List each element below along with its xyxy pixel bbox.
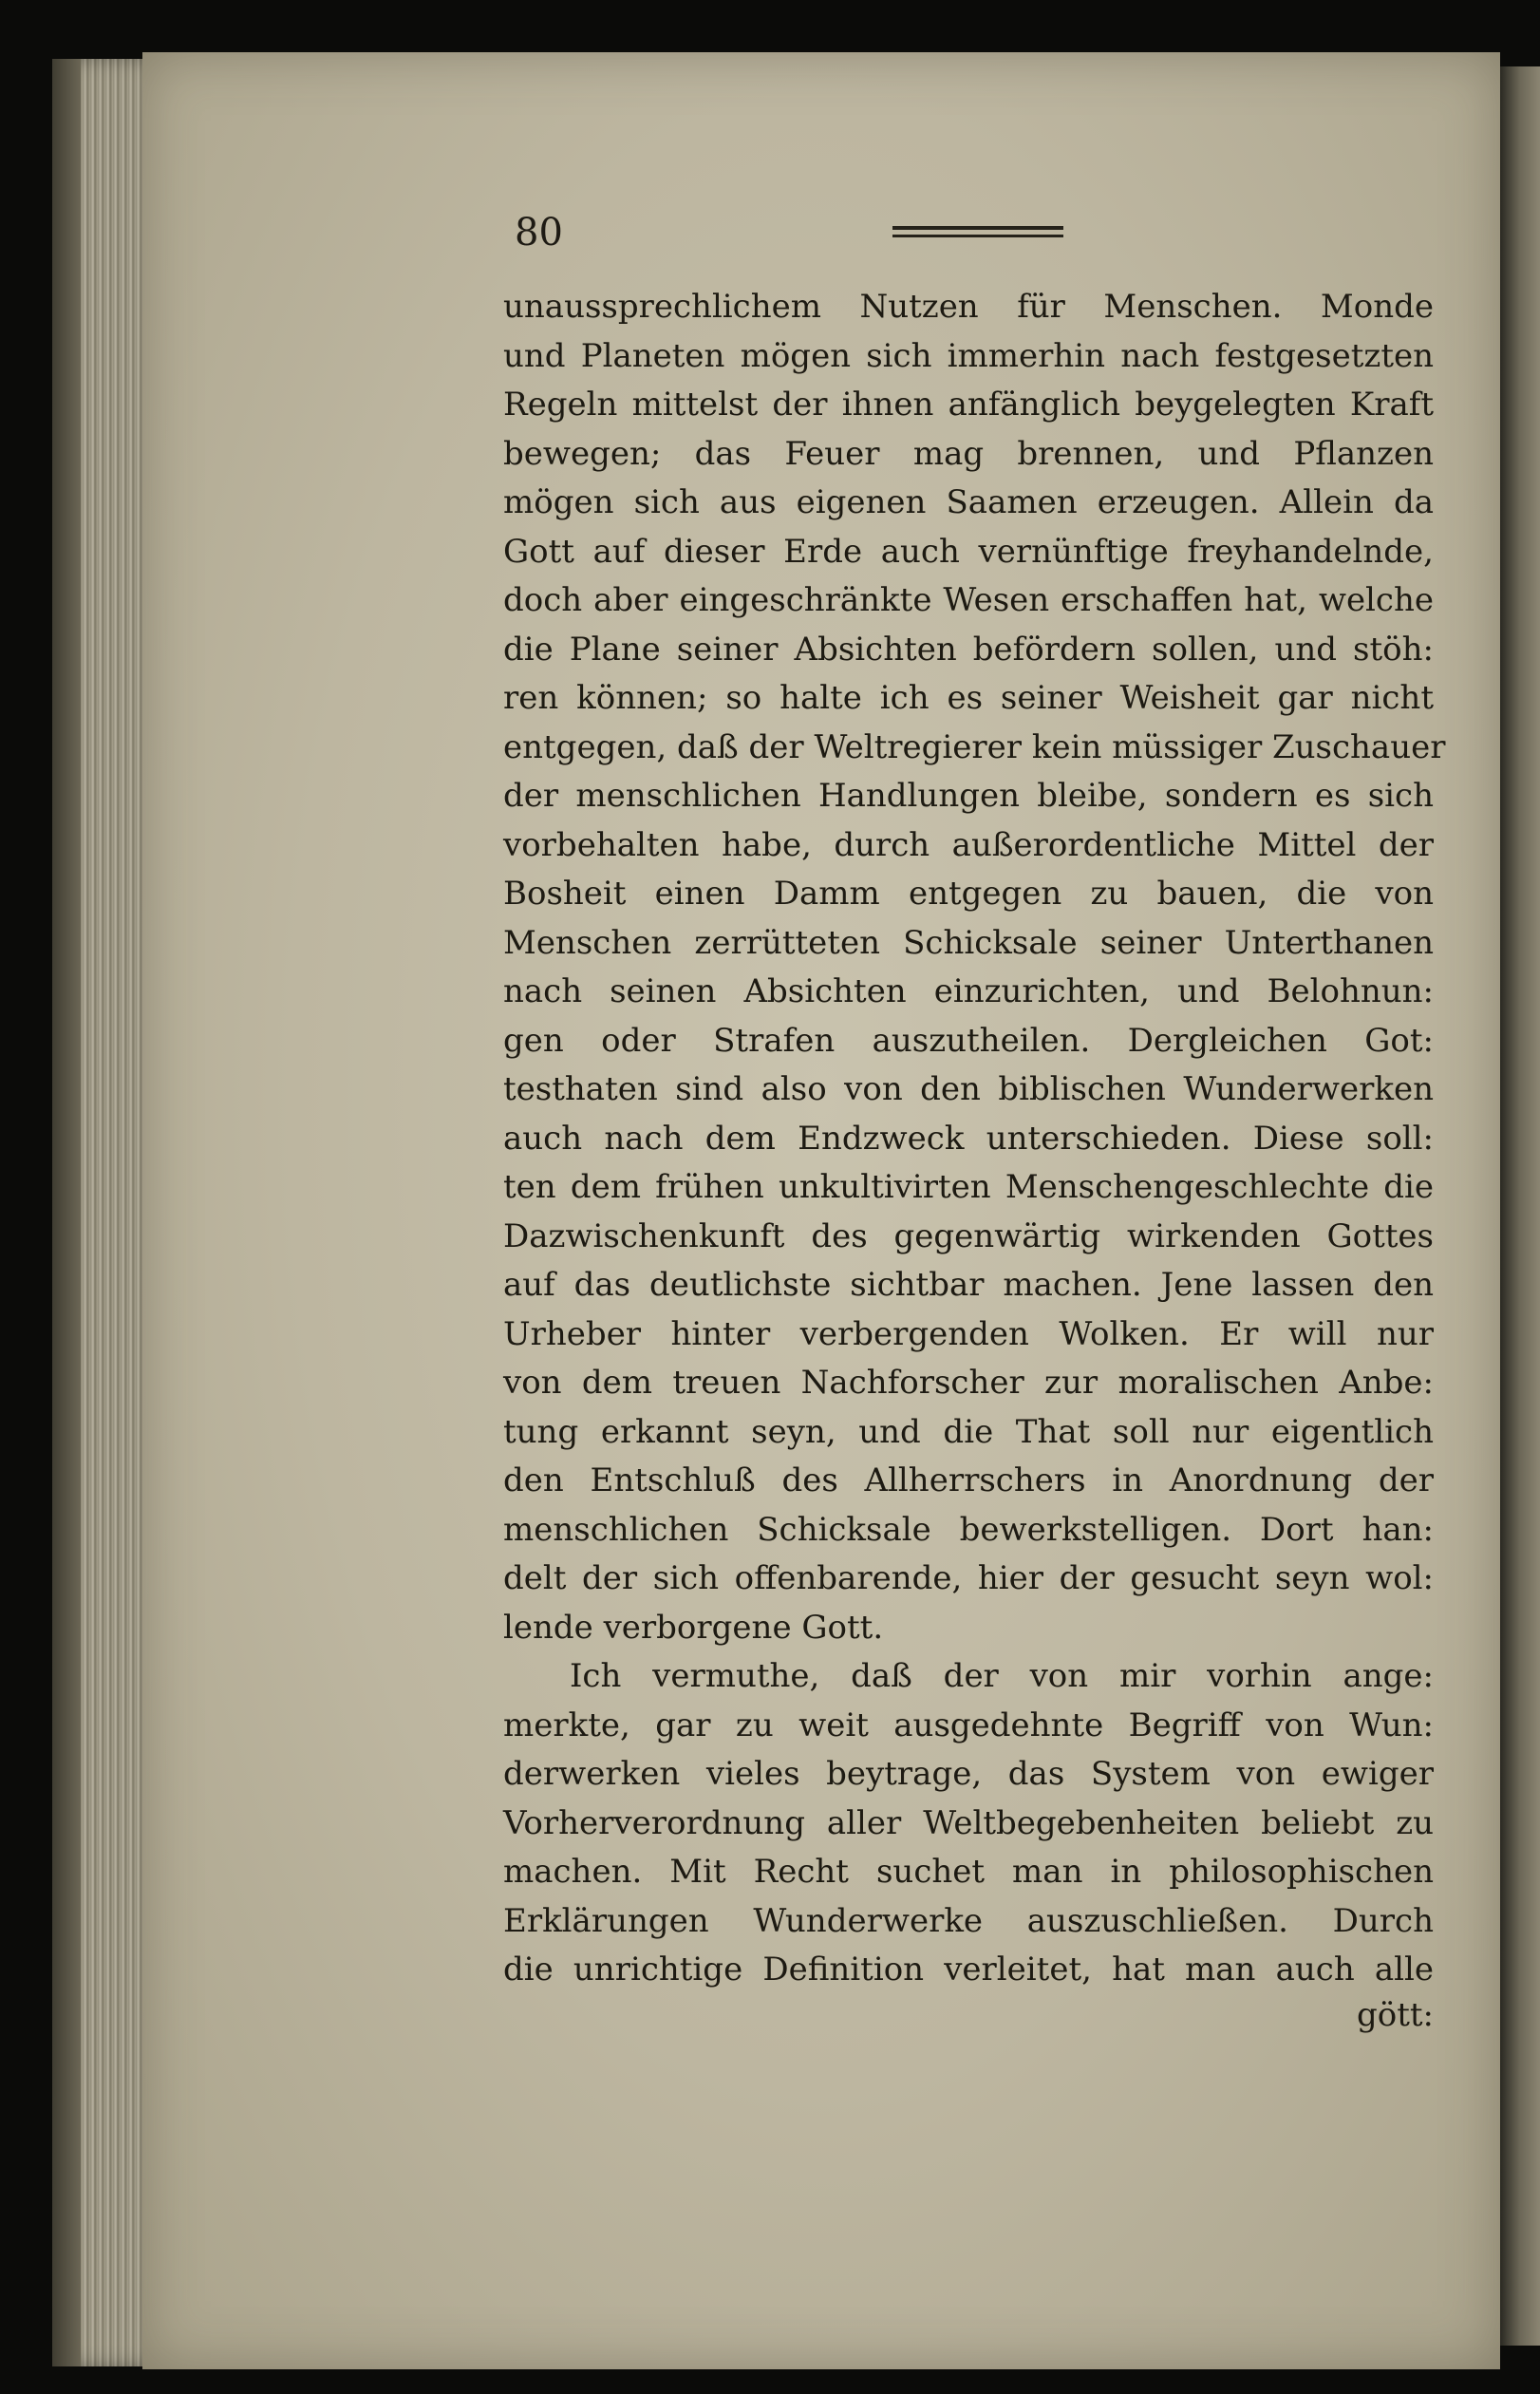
facing-page-edge bbox=[1500, 66, 1540, 2346]
text-line: tung erkannt seyn, und die That soll nur eigentlich bbox=[503, 1412, 1434, 1451]
text-line: Dazwischenkunft des gegenwärtig wirkenden Gottes bbox=[503, 1216, 1434, 1255]
text-line: die Plane seiner Absichten befördern sollen, und stöh: bbox=[503, 630, 1434, 669]
text-line: gen oder Strafen auszutheilen. Dergleichen Got: bbox=[503, 1021, 1434, 1060]
text-line: nach seinen Absichten einzurichten, und Belohnun: bbox=[503, 972, 1434, 1010]
text-line: merkte, gar zu weit ausgedehnte Begriff von Wun: bbox=[503, 1706, 1434, 1744]
text-line: der menschlichen Handlungen bleibe, sondern es sich bbox=[503, 777, 1434, 815]
book-spine bbox=[52, 59, 81, 2366]
text-line: Gott auf dieser Erde auch vernünftige freyhandelnde, bbox=[503, 532, 1434, 571]
text-line: von dem treuen Nachforscher zur moralischen Anbe: bbox=[503, 1364, 1434, 1402]
text-line: Vorherverordnung aller Weltbegebenheiten beliebt zu bbox=[503, 1803, 1434, 1842]
text-line: ren können; so halte ich es seiner Weisheit gar nicht bbox=[503, 679, 1434, 717]
text-line: lende verborgene Gott. bbox=[503, 1608, 884, 1647]
text-line: menschlichen Schicksale bewerkstelligen. Dort han: bbox=[503, 1510, 1434, 1549]
text-line: Menschen zerrütteten Schicksale seiner Unterthanen bbox=[503, 923, 1434, 962]
text-line: doch aber eingeschränkte Wesen erschaffen hat, welche bbox=[503, 581, 1434, 619]
text-line: derwerken vieles beytrage, das System von ewiger bbox=[503, 1755, 1434, 1793]
text-line: entgegen, daß der Weltregierer kein müssiger Zuschauer bbox=[503, 727, 1446, 766]
text-line: den Entschluß des Allherrschers in Anordnung der bbox=[503, 1461, 1434, 1499]
text-line: Regeln mittelst der ihnen anfänglich beygelegten Kraft bbox=[503, 386, 1434, 424]
text-line: machen. Mit Recht suchet man in philosophischen bbox=[503, 1853, 1434, 1891]
body-text bbox=[503, 283, 1446, 1995]
text-line: Urheber hinter verbergenden Wolken. Er will nur bbox=[503, 1314, 1434, 1353]
text-line: bewegen; das Feuer mag brennen, und Pflanzen bbox=[503, 434, 1434, 473]
text-line: vorbehalten habe, durch außerordentliche Mittel der bbox=[503, 825, 1434, 864]
text-line: Erklärungen Wunderwerke auszuschließen. Durch bbox=[503, 1901, 1434, 1940]
text-line: unaussprechlichem Nutzen für Menschen. Monde bbox=[503, 288, 1434, 326]
page-number: 80 bbox=[515, 211, 563, 254]
text-line: Ich vermuthe, daß der von mir vorhin ange: bbox=[570, 1657, 1434, 1695]
text-line: testhaten sind also von den biblischen Wunderwerken bbox=[503, 1070, 1434, 1108]
text-line: delt der sich offenbarende, hier der gesucht seyn wol: bbox=[503, 1559, 1434, 1597]
catchword: gött: bbox=[1356, 1996, 1434, 2034]
text-line: die unrichtige Definition verleitet, hat man auch alle bbox=[503, 1951, 1434, 1989]
text-line: ten dem frühen unkultivirten Menschengeschlechte die bbox=[503, 1168, 1434, 1206]
header-rule bbox=[892, 226, 1063, 241]
text-line: Bosheit einen Damm entgegen zu bauen, die von bbox=[503, 875, 1434, 913]
text-line: auf das deutlichste sichtbar machen. Jene lassen den bbox=[503, 1266, 1434, 1304]
text-line: mögen sich aus eigenen Saamen erzeugen. Allein da bbox=[503, 483, 1434, 521]
text-line: und Planeten mögen sich immerhin nach festgesetzten bbox=[503, 336, 1434, 375]
text-line: auch nach dem Endzweck unterschieden. Diese soll: bbox=[503, 1119, 1434, 1158]
